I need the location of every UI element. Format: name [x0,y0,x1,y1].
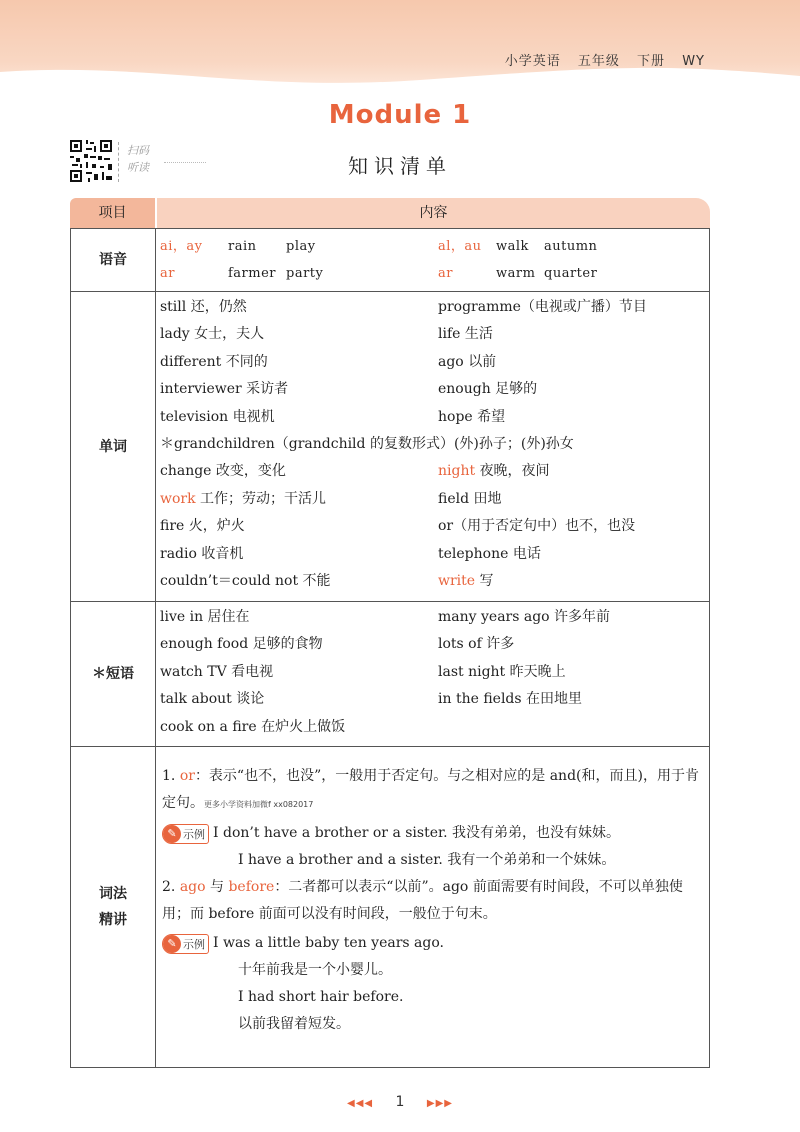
word-item: couldn’t＝could not 不能 [160,573,331,590]
phonics-item: ar farmer party [160,266,324,282]
scan-tag-line-1: 扫码 [127,144,149,157]
book-edition: WY [682,54,705,69]
phonics-content [156,229,709,291]
table-header [70,198,710,228]
word-item: write 写 [438,573,494,590]
example-sentence: I don’t have a brother or a sister. 我没有弟弟，也没有妹妹。 [213,825,621,841]
grammar-keyword: or [179,768,195,784]
word-item: work 工作；劳动；干活儿 [160,490,327,507]
phrase-item: enough food 足够的食物 [160,636,323,653]
next-arrows-icon: ▶▶▶ [426,1098,453,1109]
table-row-phonics [71,229,709,292]
words-content [156,292,709,601]
column-header-content: 内容 [157,198,710,228]
page-footer [0,1094,800,1110]
word-item: fire 火，炉火 [160,518,245,535]
book-info [493,50,705,69]
word-item: hope 希望 [438,408,506,425]
example-sentence: I had short hair before. [238,989,404,1005]
word-item: night 夜晚，夜间 [438,463,550,480]
grammar-keyword: ago [179,879,206,895]
grammar-label-line-2: 精讲 [99,912,127,928]
word-highlight: work [160,490,196,507]
grammar-content [156,747,709,1067]
word-item: field 田地 [438,490,502,507]
table-row-words [71,292,709,602]
word-item: programme（电视或广播）节目 [438,299,647,315]
phrase-item: cook on a fire 在炉火上做饭 [160,718,346,735]
example-block-2 [162,930,705,957]
word-item: life 生活 [438,326,493,343]
grammar-point-2: 2. ago 与 before：二者都可以表示“以前”。ago 前面需要有时间段，不可以单独使用；而 before 前面可以没有时间段，一般位于句末。 [162,879,683,922]
word-item: ago 以前 [438,353,497,370]
word-highlight: night [438,463,476,480]
word-item: telephone 电话 [438,545,541,562]
word-item: different 不同的 [160,353,268,370]
phonics-item: ar warm quarter [438,266,598,282]
word-item: television 电视机 [160,408,275,425]
phrase-item: talk about 谈论 [160,691,265,708]
example-sentence: I have a brother and a sister. 我有一个弟弟和一个妹妹。 [238,852,616,868]
prev-arrows-icon: ◀◀◀ [347,1098,374,1109]
book-grade: 五年级 [577,54,620,69]
book-term: 下册 [637,54,666,69]
pen-icon: ✎ [163,825,181,843]
phonics-item: ai，ay rain play [160,239,316,254]
word-item: enough 足够的 [438,381,538,398]
example-sentence: 以前我留着短发。 [238,1016,350,1032]
module-title: Module 1 [328,100,472,130]
phrase-item: watch TV 看电视 [160,663,274,680]
row-label-grammar [71,747,156,1067]
phrase-item: lots of 许多 [438,636,515,653]
phonics-item: al，au walk autumn [438,239,598,254]
word-highlight: write [438,573,476,590]
example-block-1 [162,820,705,847]
word-item: lady 女士，夫人 [160,326,265,343]
grammar-label-line-1: 词法 [99,886,127,902]
example-sentence: I was a little baby ten years ago. [213,935,444,951]
word-item: or（用于否定句中）也不，也没 [438,518,636,535]
phrase-item: live in 居住在 [160,609,250,625]
table-row-phrases [71,602,709,747]
grammar-point-1: 1. or：表示“也不，也没”，一般用于否定句。与之相对应的是 and(和，而且)，用于肯定句。更多小学资料加微f xx082017 [162,768,699,811]
phrase-item: last night 昨天晚上 [438,663,566,680]
row-label-phrases: ＊短语 [71,602,156,746]
book-subject: 小学英语 [504,54,561,69]
word-item: interviewer 采访者 [160,381,289,398]
word-item: ＊grandchildren（grandchild 的复数形式）(外)孙子；(外)孙女 [160,436,574,453]
column-header-item: 项目 [70,198,155,228]
row-label-phonics: 语音 [71,229,156,291]
section-title: 知识清单 [348,154,452,178]
grammar-keyword: before [228,879,275,895]
knowledge-table [70,228,710,1068]
page-number: 1 [395,1094,405,1110]
word-item: change 改变，变化 [160,463,286,480]
phrase-item: in the fields 在田地里 [438,691,583,708]
phrases-content [156,602,709,746]
row-label-words: 单词 [71,292,156,601]
pen-icon: ✎ [163,935,181,953]
word-item: still 还，仍然 [160,299,247,315]
example-badge: ✎ 示例 [162,824,209,844]
table-row-grammar [71,747,709,1067]
word-item: radio 收音机 [160,545,244,562]
phrase-item: many years ago 许多年前 [438,609,611,625]
example-badge: ✎ 示例 [162,934,209,954]
resource-note: 更多小学资料加微f xx082017 [204,800,314,809]
scan-tag-line-2: 听读 [127,161,149,174]
example-sentence: 十年前我是一个小婴儿。 [238,962,392,978]
